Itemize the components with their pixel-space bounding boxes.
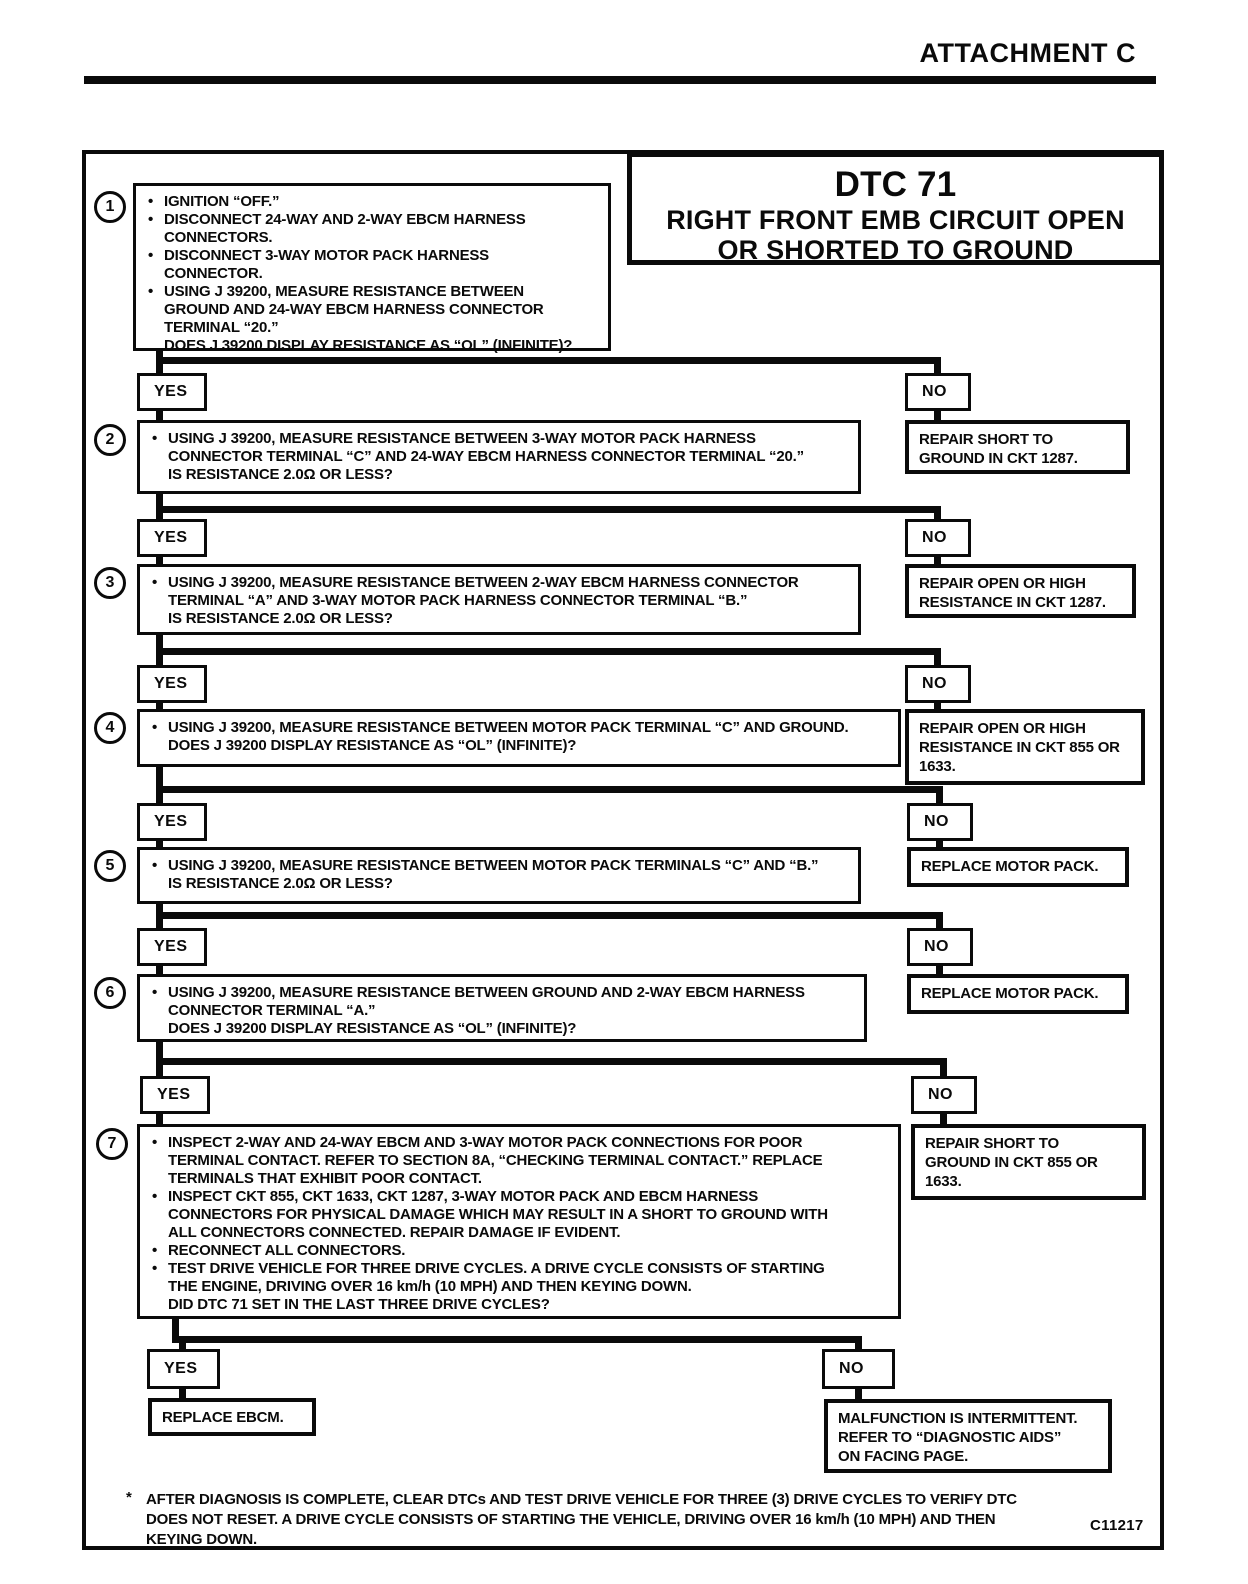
- outcome-no-4: [907, 847, 1129, 887]
- outcome-no-5: [907, 974, 1129, 1014]
- attachment-label: ATTACHMENT C: [919, 38, 1136, 68]
- step-line: [152, 719, 888, 737]
- connector-line: [156, 912, 943, 919]
- step-text: TERMINALS THAT EXHIBIT POOR CONTACT.: [168, 1170, 482, 1187]
- step-text: USING J 39200, MEASURE RESISTANCE BETWEEN 2-WAY EBCM HARNESS CONNECTOR: [168, 574, 799, 591]
- step-2-box: [137, 420, 861, 494]
- step-line: [152, 1134, 888, 1152]
- indent-spacer: [152, 1152, 168, 1170]
- step-number-1: [94, 191, 126, 223]
- step-text: DOES J 39200 DISPLAY RESISTANCE AS “OL” (INFINITE)?: [168, 737, 577, 754]
- step-line: [148, 193, 598, 211]
- indent-spacer: [152, 592, 168, 610]
- step-line: [148, 319, 598, 337]
- step-line: [152, 1020, 854, 1038]
- bullet-icon: •: [152, 1242, 158, 1259]
- step-line: [148, 211, 598, 229]
- bullet-icon: •: [148, 211, 154, 228]
- bullet-icon: •: [152, 430, 158, 447]
- yes-label: YES: [154, 813, 188, 830]
- step-text: DID DTC 71 SET IN THE LAST THREE DRIVE CYCLES?: [168, 1296, 550, 1313]
- step-number-3: [94, 567, 126, 599]
- outcome-line: ON FACING PAGE.: [838, 1448, 969, 1465]
- connector-line: [936, 919, 943, 928]
- yes-label: YES: [157, 1086, 191, 1103]
- bullet-icon: •: [152, 1260, 158, 1277]
- step-4-box: [137, 709, 901, 767]
- connector-line: [156, 767, 163, 786]
- yes-box-5: [137, 928, 207, 966]
- indent-spacer: [148, 229, 164, 247]
- outcome-line: GROUND IN CKT 1287.: [919, 450, 1078, 467]
- no-box-3: [905, 665, 971, 703]
- step-line: [152, 466, 848, 484]
- step-line: [152, 1224, 888, 1242]
- footnote-line: DOES NOT RESET. A DRIVE CYCLE CONSISTS OF STARTING THE VEHICLE, DRIVING OVER 16 km/h (10 MPH) AND THEN: [146, 1511, 996, 1528]
- step-line: [152, 1152, 888, 1170]
- step-line: [152, 574, 848, 592]
- step-line: [148, 283, 598, 301]
- outcome-line: REFER TO “DIAGNOSTIC AIDS”: [838, 1429, 1062, 1446]
- connector-line: [156, 364, 163, 373]
- step-number-label: 3: [105, 574, 115, 591]
- step-text: TERMINAL “20.”: [164, 319, 279, 336]
- outcome-line: REPLACE EBCM.: [162, 1409, 284, 1426]
- yes-box-2: [137, 519, 207, 557]
- connector-line: [172, 1336, 862, 1343]
- step-text: CONNECTOR TERMINAL “A.”: [168, 1002, 376, 1019]
- connector-line: [934, 411, 941, 420]
- bullet-icon: •: [152, 719, 158, 736]
- step-3-box: [137, 564, 861, 635]
- step-line: [152, 592, 848, 610]
- connector-line: [940, 1065, 947, 1076]
- no-label: NO: [928, 1086, 953, 1103]
- step-text: GROUND AND 24-WAY EBCM HARNESS CONNECTOR: [164, 301, 544, 318]
- step-number-label: 5: [105, 857, 115, 874]
- step-6-box: [137, 974, 867, 1042]
- step-text: DOES J 39200 DISPLAY RESISTANCE AS “OL” (INFINITE)?: [168, 1020, 577, 1037]
- outcome-line: REPAIR OPEN OR HIGH: [919, 575, 1086, 592]
- step-text: INSPECT 2-WAY AND 24-WAY EBCM AND 3-WAY MOTOR PACK CONNECTIONS FOR POOR: [168, 1134, 803, 1151]
- step-line: [148, 265, 598, 283]
- step-text: IS RESISTANCE 2.0Ω OR LESS?: [168, 875, 393, 892]
- no-box-7: [822, 1349, 895, 1389]
- step-text: IS RESISTANCE 2.0Ω OR LESS?: [168, 610, 393, 627]
- connector-line: [156, 793, 163, 803]
- connector-line: [934, 557, 941, 564]
- outcome-no-3: [905, 709, 1145, 785]
- step-text: IS RESISTANCE 2.0Ω OR LESS?: [168, 466, 393, 483]
- outcome-no-6: [911, 1124, 1146, 1200]
- step-line: [152, 1206, 888, 1224]
- connector-line: [179, 1389, 186, 1398]
- bullet-icon: •: [152, 1134, 158, 1151]
- step-number-label: 4: [105, 719, 115, 736]
- no-label: NO: [839, 1360, 864, 1377]
- outcome-line: MALFUNCTION IS INTERMITTENT.: [838, 1410, 1078, 1427]
- indent-spacer: [152, 466, 168, 484]
- dtc-title-box: [627, 152, 1164, 265]
- step-line: [148, 301, 598, 319]
- indent-spacer: [152, 1278, 168, 1296]
- yes-label: YES: [154, 938, 188, 955]
- no-box-6: [911, 1076, 977, 1114]
- step-line: [148, 337, 598, 355]
- step-line: [152, 1188, 888, 1206]
- step-line: [152, 1260, 888, 1278]
- dtc-subtitle-line1: RIGHT FRONT EMB CIRCUIT OPEN: [666, 205, 1125, 235]
- yes-label: YES: [154, 383, 188, 400]
- connector-line: [156, 557, 163, 564]
- step-number-label: 7: [107, 1135, 117, 1152]
- step-text: TEST DRIVE VEHICLE FOR THREE DRIVE CYCLES. A DRIVE CYCLE CONSISTS OF STARTING: [168, 1260, 825, 1277]
- indent-spacer: [148, 265, 164, 283]
- step-number-4: [94, 712, 126, 744]
- footnote-marker: *: [126, 1489, 132, 1506]
- step-text: DOES J 39200 DISPLAY RESISTANCE AS “OL” (INFINITE)?: [164, 337, 573, 354]
- connector-line: [156, 506, 941, 513]
- no-box-5: [907, 928, 973, 966]
- step-text: TERMINAL CONTACT. REFER TO SECTION 8A, “CHECKING TERMINAL CONTACT.” REPLACE: [168, 1152, 823, 1169]
- yes-box-4: [137, 803, 207, 841]
- step-line: [152, 1278, 888, 1296]
- step-text: TERMINAL “A” AND 3-WAY MOTOR PACK HARNESS CONNECTOR TERMINAL “B.”: [168, 592, 748, 609]
- indent-spacer: [152, 1296, 168, 1314]
- outcome-line: REPLACE MOTOR PACK.: [921, 985, 1099, 1002]
- outcome-no-1: [905, 420, 1130, 474]
- step-line: [148, 229, 598, 247]
- dtc-code: DTC 71: [834, 165, 957, 204]
- step-text: THE ENGINE, DRIVING OVER 16 km/h (10 MPH) AND THEN KEYING DOWN.: [168, 1278, 692, 1295]
- step-text: RECONNECT ALL CONNECTORS.: [168, 1242, 406, 1259]
- indent-spacer: [152, 610, 168, 628]
- connector-line: [156, 1058, 947, 1065]
- step-line: [152, 610, 848, 628]
- step-number-5: [94, 850, 126, 882]
- step-number-6: [94, 977, 126, 1009]
- dtc-subtitle-line2: OR SHORTED TO GROUND: [717, 235, 1074, 265]
- step-line: [152, 875, 848, 893]
- outcome-line: REPAIR SHORT TO: [925, 1135, 1059, 1152]
- step-text: CONNECTORS.: [164, 229, 273, 246]
- no-box-1: [905, 373, 971, 411]
- outcome-no-7: [824, 1399, 1112, 1473]
- bullet-icon: •: [152, 984, 158, 1001]
- step-number-label: 1: [105, 198, 115, 215]
- indent-spacer: [148, 301, 164, 319]
- connector-line: [156, 655, 163, 665]
- no-label: NO: [922, 529, 947, 546]
- step-5-box: [137, 847, 861, 904]
- outcome-line: RESISTANCE IN CKT 855 OR: [919, 739, 1120, 756]
- footnote: [146, 1490, 1106, 1550]
- connector-line: [156, 1042, 163, 1058]
- no-box-2: [905, 519, 971, 557]
- connector-line: [940, 1114, 947, 1124]
- step-text: ALL CONNECTORS CONNECTED. REPAIR DAMAGE IF EVIDENT.: [168, 1224, 621, 1241]
- connector-line: [156, 635, 163, 648]
- connector-line: [156, 357, 941, 364]
- indent-spacer: [152, 1020, 168, 1038]
- bullet-icon: •: [148, 283, 154, 300]
- indent-spacer: [152, 1170, 168, 1188]
- outcome-line: REPAIR SHORT TO: [919, 431, 1053, 448]
- connector-line: [156, 1114, 163, 1124]
- yes-label: YES: [154, 529, 188, 546]
- yes-label: YES: [154, 675, 188, 692]
- step-text: USING J 39200, MEASURE RESISTANCE BETWEEN 3-WAY MOTOR PACK HARNESS: [168, 430, 756, 447]
- yes-label: YES: [164, 1360, 198, 1377]
- yes-box-6: [140, 1076, 210, 1114]
- connector-line: [156, 411, 163, 420]
- connector-line: [934, 364, 941, 373]
- connector-line: [936, 793, 943, 803]
- no-label: NO: [924, 813, 949, 830]
- connector-line: [156, 1065, 163, 1076]
- step-line: [152, 737, 888, 755]
- outcome-line: 1633.: [919, 758, 956, 775]
- step-text: USING J 39200, MEASURE RESISTANCE BETWEEN GROUND AND 2-WAY EBCM HARNESS: [168, 984, 805, 1001]
- step-line: [152, 1002, 854, 1020]
- step-line: [152, 448, 848, 466]
- step-line: [152, 430, 848, 448]
- footnote-line: AFTER DIAGNOSIS IS COMPLETE, CLEAR DTCs AND TEST DRIVE VEHICLE FOR THREE (3) DRIVE CYCLES TO VERIFY DTC: [146, 1491, 1017, 1508]
- indent-spacer: [148, 319, 164, 337]
- indent-spacer: [152, 875, 168, 893]
- indent-spacer: [152, 1002, 168, 1020]
- step-text: USING J 39200, MEASURE RESISTANCE BETWEEN: [164, 283, 524, 300]
- connector-line: [156, 786, 943, 793]
- outcome-no-2: [905, 564, 1136, 618]
- step-line: [152, 857, 848, 875]
- footnote-line: KEYING DOWN.: [146, 1531, 257, 1548]
- outcome-line: GROUND IN CKT 855 OR: [925, 1154, 1098, 1171]
- outcome-line: REPAIR OPEN OR HIGH: [919, 720, 1086, 737]
- connector-line: [855, 1389, 862, 1399]
- connector-line: [156, 648, 941, 655]
- connector-line: [156, 904, 163, 912]
- bullet-icon: •: [152, 574, 158, 591]
- connector-line: [156, 966, 163, 974]
- yes-box-3: [137, 665, 207, 703]
- step-text: DISCONNECT 3-WAY MOTOR PACK HARNESS: [164, 247, 489, 264]
- outcome-line: 1633.: [925, 1173, 962, 1190]
- connector-line: [172, 1319, 179, 1336]
- yes-box-7: [147, 1349, 220, 1389]
- connector-line: [936, 966, 943, 974]
- bullet-icon: •: [148, 193, 154, 210]
- step-text: CONNECTOR.: [164, 265, 263, 282]
- step-line: [152, 1296, 888, 1314]
- bullet-icon: •: [152, 1188, 158, 1205]
- connector-line: [156, 919, 163, 928]
- bullet-icon: •: [152, 857, 158, 874]
- step-text: IGNITION “OFF.”: [164, 193, 280, 210]
- step-line: [152, 984, 854, 1002]
- step-line: [152, 1170, 888, 1188]
- step-number-label: 2: [105, 431, 115, 448]
- header-rule: [84, 76, 1156, 84]
- outcome-line: REPLACE MOTOR PACK.: [921, 858, 1099, 875]
- no-label: NO: [922, 383, 947, 400]
- indent-spacer: [152, 448, 168, 466]
- step-text: CONNECTOR TERMINAL “C” AND 24-WAY EBCM HARNESS CONNECTOR TERMINAL “20.”: [168, 448, 804, 465]
- figure-code: C11217: [1090, 1517, 1144, 1534]
- no-label: NO: [924, 938, 949, 955]
- indent-spacer: [152, 1206, 168, 1224]
- indent-spacer: [152, 737, 168, 755]
- step-text: USING J 39200, MEASURE RESISTANCE BETWEEN MOTOR PACK TERMINAL “C” AND GROUND.: [168, 719, 849, 736]
- connector-line: [156, 494, 163, 506]
- step-text: USING J 39200, MEASURE RESISTANCE BETWEEN MOTOR PACK TERMINALS “C” AND “B.”: [168, 857, 819, 874]
- no-box-4: [907, 803, 973, 841]
- outcome-yes-7: [148, 1398, 316, 1436]
- step-line: [152, 1242, 888, 1260]
- bullet-icon: •: [148, 247, 154, 264]
- step-line: [148, 247, 598, 265]
- outcome-line: RESISTANCE IN CKT 1287.: [919, 594, 1106, 611]
- yes-box-1: [137, 373, 207, 411]
- step-7-box: [137, 1124, 901, 1319]
- step-1-box: [133, 183, 611, 354]
- step-text: INSPECT CKT 855, CKT 1633, CKT 1287, 3-WAY MOTOR PACK AND EBCM HARNESS: [168, 1188, 759, 1205]
- no-label: NO: [922, 675, 947, 692]
- step-number-label: 6: [105, 984, 115, 1001]
- step-text: DISCONNECT 24-WAY AND 2-WAY EBCM HARNESS: [164, 211, 526, 228]
- step-text: CONNECTORS FOR PHYSICAL DAMAGE WHICH MAY RESULT IN A SHORT TO GROUND WITH: [168, 1206, 828, 1223]
- step-number-2: [94, 424, 126, 456]
- step-number-7: [96, 1128, 128, 1160]
- indent-spacer: [152, 1224, 168, 1242]
- connector-line: [934, 655, 941, 665]
